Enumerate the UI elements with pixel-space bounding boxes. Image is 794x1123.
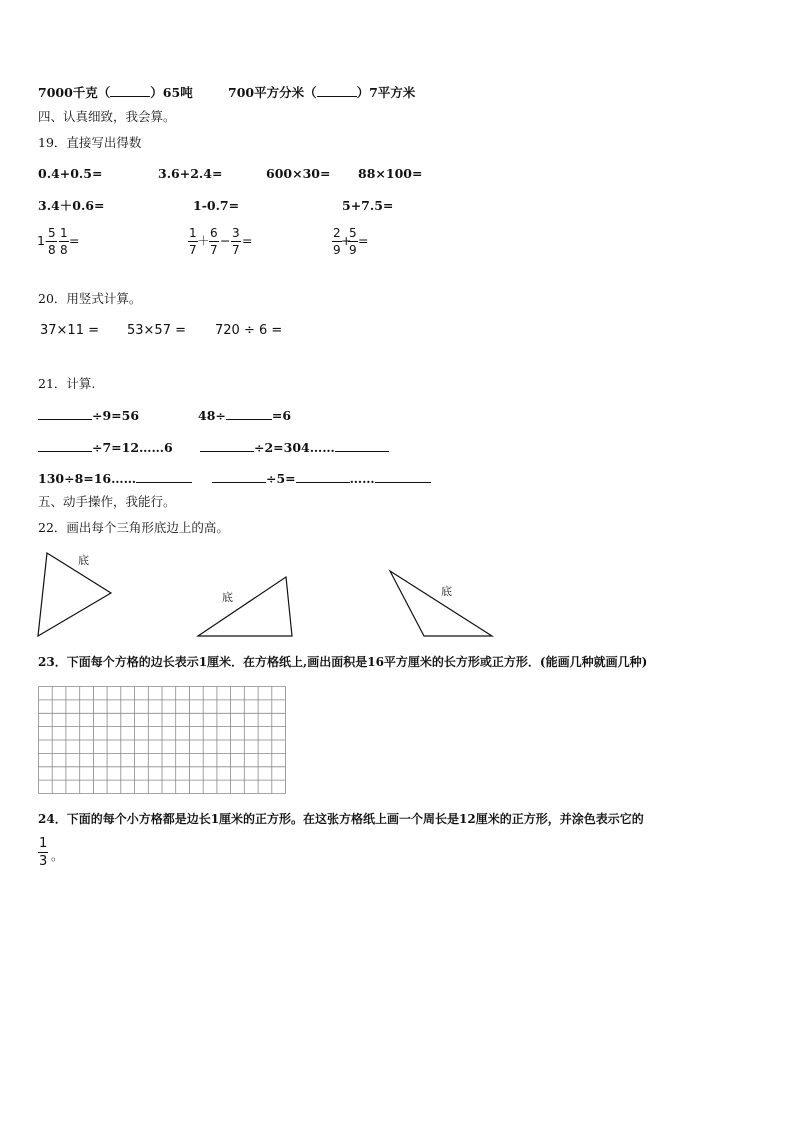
fraction: 3 7 xyxy=(232,226,240,257)
fraction: 5 8 xyxy=(48,226,56,257)
triangle-figures xyxy=(0,545,794,645)
equals-sign: = xyxy=(358,233,369,248)
q22-title: 22．画出每个三角形底边上的高。 xyxy=(38,520,229,535)
answer-blank[interactable] xyxy=(296,471,350,483)
q21-row1b: 48÷ =6 xyxy=(198,408,292,423)
q20-item: 720 ÷ 6 = xyxy=(215,323,283,338)
fraction: 1 8 xyxy=(60,226,68,257)
q20-item: 37×11 = xyxy=(40,323,100,338)
q21-row2b: ÷2=304…… xyxy=(200,440,389,455)
section-four-title: 四、认真细致，我会算。 xyxy=(38,109,176,124)
q20-title: 20．用竖式计算。 xyxy=(38,291,142,306)
q19-item: 3.4＋0.6= xyxy=(38,198,105,213)
q21-row2a: ÷7=12……6 xyxy=(38,440,173,455)
fraction: 1 7 xyxy=(189,226,197,257)
q19-item: 88×100= xyxy=(358,166,423,181)
fraction: 2 9 xyxy=(333,226,341,257)
fraction-one-third: 1 3 xyxy=(39,836,48,869)
answer-blank[interactable] xyxy=(226,408,272,420)
equals-sign: = xyxy=(69,233,80,248)
answer-blank[interactable] xyxy=(317,85,357,97)
unit-conversion-a xyxy=(38,85,193,100)
answer-blank[interactable] xyxy=(200,440,254,452)
q21-row1a: ÷9=56 xyxy=(38,408,139,423)
answer-blank[interactable] xyxy=(38,408,92,420)
q21-row3a: 130÷8=16…… xyxy=(38,471,192,486)
q19-title: 19．直接写出得数 xyxy=(38,135,142,150)
q19-item: 600×30= xyxy=(266,166,331,181)
plus-sign: ＋ xyxy=(197,233,210,248)
triangle-1 xyxy=(38,553,111,636)
q21-title: 21．计算. xyxy=(38,376,96,391)
unit-a-left: 7000千克（ xyxy=(38,85,111,100)
answer-blank[interactable] xyxy=(335,440,389,452)
answer-blank[interactable] xyxy=(212,471,266,483)
q19-item: 5+7.5= xyxy=(342,198,394,213)
fraction: 5 9 xyxy=(349,226,357,257)
plus-sign: + xyxy=(341,233,352,248)
answer-blank[interactable] xyxy=(375,471,431,483)
q24-tail: 。 xyxy=(51,848,64,863)
square-grid-paper[interactable] xyxy=(38,686,286,794)
q24-title: 24．下面的每个小方格都是边长1厘米的正方形。在这张方格纸上画一个周长是12厘米的正方形，并涂色表示它的 xyxy=(38,812,644,826)
unit-a-right: ）65吨 xyxy=(150,85,193,100)
equals-sign: = xyxy=(242,233,253,248)
base-label: 底 xyxy=(441,585,452,598)
q21-row3b: ÷5= …… xyxy=(212,471,431,486)
q19-item: 1-0.7= xyxy=(193,198,240,213)
q23-title: 23．下面每个方格的边长表示1厘米．在方格纸上,画出面积是16平方厘米的长方形或正方形．(能画几种就画几种) xyxy=(38,655,648,669)
q19-item: 0.4+0.5= xyxy=(38,166,103,181)
unit-conversion-b xyxy=(228,85,415,100)
q20-item: 53×57 = xyxy=(127,323,187,338)
base-label: 底 xyxy=(222,591,233,604)
minus-sign: − xyxy=(220,233,231,248)
unit-b-left: 700平方分米（ xyxy=(228,85,317,100)
triangle-2 xyxy=(198,577,292,636)
answer-blank[interactable] xyxy=(38,440,92,452)
unit-b-right: ）7平方米 xyxy=(356,85,416,100)
base-label: 底 xyxy=(78,554,89,567)
q19-item: 3.6+2.4= xyxy=(158,166,223,181)
frac-expr-lead: 1- xyxy=(37,233,50,248)
section-five-title: 五、动手操作，我能行。 xyxy=(38,494,176,509)
answer-blank[interactable] xyxy=(110,85,150,97)
fraction: 6 7 xyxy=(210,226,218,257)
answer-blank[interactable] xyxy=(136,471,192,483)
triangle-3 xyxy=(390,571,492,636)
